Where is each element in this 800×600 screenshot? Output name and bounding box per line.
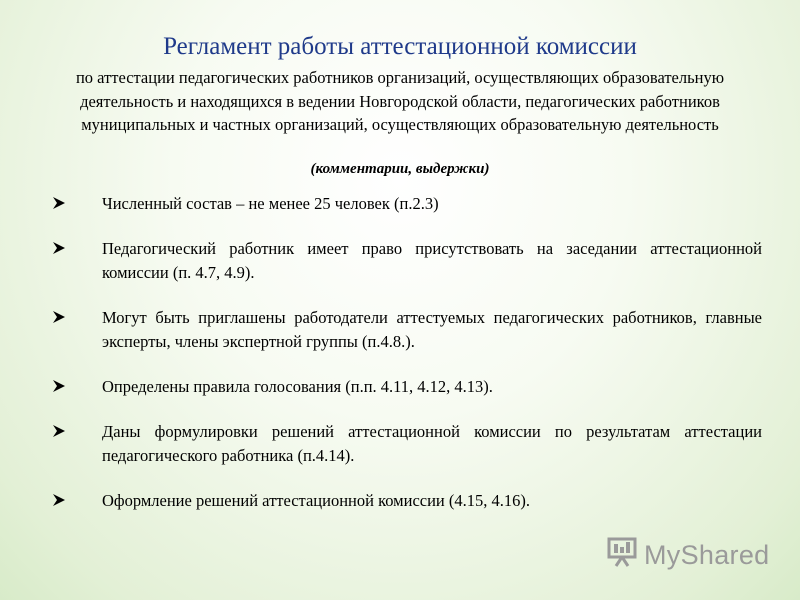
list-item bbox=[50, 375, 762, 399]
arrowhead-bullet-icon bbox=[50, 237, 102, 261]
list-item bbox=[50, 489, 762, 513]
bullet-list bbox=[50, 192, 762, 534]
watermark-text: MyShared bbox=[644, 540, 770, 570]
watermark-logo bbox=[606, 536, 769, 575]
arrowhead-bullet-icon bbox=[50, 306, 102, 330]
arrowhead-bullet-icon bbox=[50, 489, 102, 513]
list-item-text: Педагогический работник имеет право присутствовать на заседании аттестационной комиссии (п. 4.7, 4.9). bbox=[102, 239, 762, 282]
slide-title: Регламент работы аттестационной комиссии bbox=[163, 33, 637, 60]
arrowhead-bullet-icon bbox=[50, 192, 102, 216]
list-item-text: Могут быть приглашены работодатели аттестуемых педагогических работников, главные эксперты, члены экспертной группы (п.4.8.). bbox=[102, 308, 762, 351]
slide-subtitle: по аттестации педагогических работников организаций, осуществляющих образовательную деятельность и находящихся в ведении Новгородской области, педагогических работников муниципальных и частных организаций, осуществляющих образовательную деятельность bbox=[75, 68, 725, 134]
list-item bbox=[50, 420, 762, 468]
list-item-text: Оформление решений аттестационной комиссии (4.15, 4.16). bbox=[102, 491, 531, 510]
list-item bbox=[50, 192, 762, 216]
list-item bbox=[50, 306, 762, 354]
presentation-board-icon bbox=[606, 536, 644, 575]
list-item-text: Определены правила голосования (п.п. 4.11, 4.12, 4.13). bbox=[102, 377, 493, 396]
list-item-text: Даны формулировки решений аттестационной комиссии по результатам аттестации педагогического работника (п.4.14). bbox=[102, 422, 762, 465]
arrowhead-bullet-icon bbox=[50, 375, 102, 399]
list-item-text: Численный состав – не менее 25 человек (п.2.3) bbox=[102, 194, 439, 213]
comment-note: (комментарии, выдержки) bbox=[310, 161, 490, 177]
list-item bbox=[50, 237, 762, 285]
arrowhead-bullet-icon bbox=[50, 420, 102, 444]
